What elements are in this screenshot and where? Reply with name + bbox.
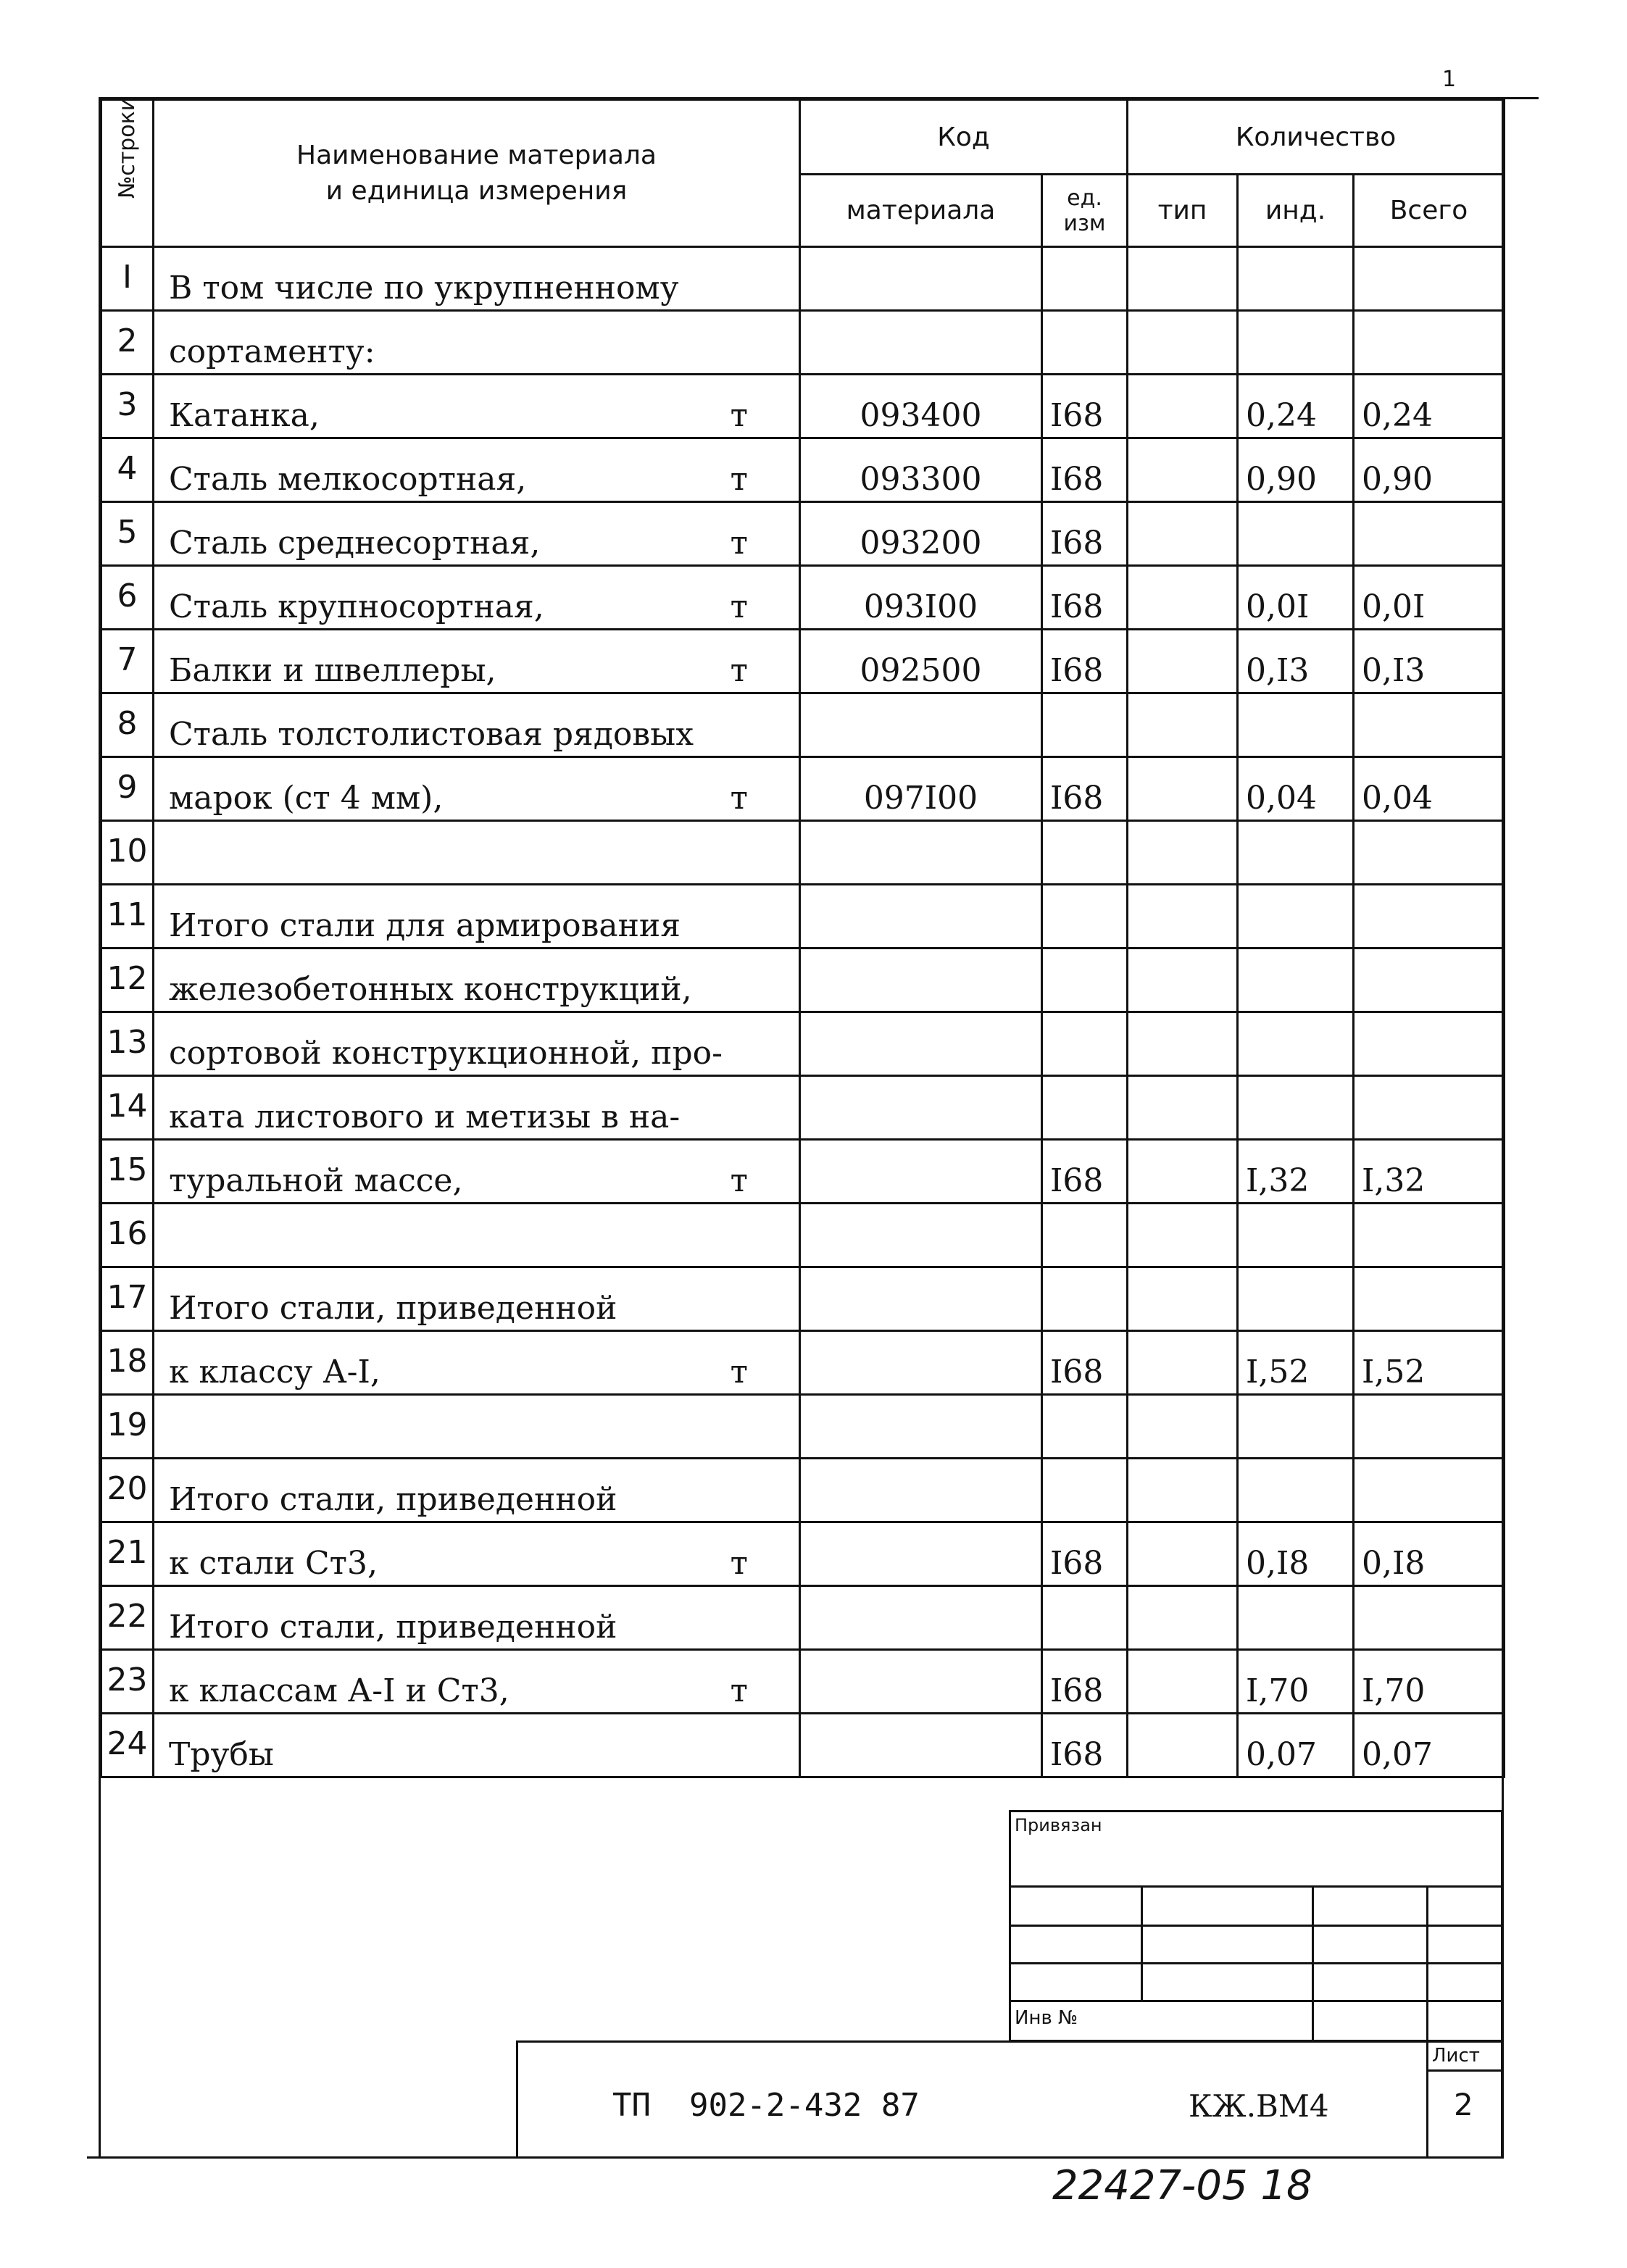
table-row [101,630,1505,693]
material-code [800,693,1042,757]
quantity-ind [1238,1459,1354,1522]
unit-code [1042,247,1128,311]
row-number: I [101,247,154,311]
row-number: 12 [101,949,154,1012]
quantity-total [1354,502,1505,566]
binding-grid-line [1426,1885,1428,2042]
material-code [800,1522,1042,1586]
quantity-typ [1128,949,1238,1012]
quantity-ind: 0,04 [1238,757,1354,821]
quantity-ind [1238,949,1354,1012]
material-name: туральной массе, т [154,1140,800,1204]
quantity-total [1354,885,1505,949]
material-name: Итого стали, приведенной [154,1267,800,1331]
quantity-total: 0,90 [1354,438,1505,502]
unit-code [1042,821,1128,885]
row-number: 21 [101,1522,154,1586]
quantity-ind [1238,502,1354,566]
row-number: 14 [101,1076,154,1140]
material-code [800,949,1042,1012]
table-row [101,1267,1505,1331]
table-row [101,1012,1505,1076]
row-number: 3 [101,375,154,438]
quantity-total [1354,1204,1505,1267]
material-code [800,1586,1042,1650]
binding-grid-line [1009,1925,1503,1927]
sheet-number: 2 [1454,2087,1473,2122]
quantity-total [1354,311,1505,375]
table-row [101,566,1505,630]
unit-code [1042,1076,1128,1140]
material-name: Катанка, т [154,375,800,438]
quantity-typ [1128,311,1238,375]
material-code: 093200 [800,502,1042,566]
quantity-ind: 0,I8 [1238,1522,1354,1586]
row-number: 17 [101,1267,154,1331]
unit-code [1042,885,1128,949]
document-code: КЖ.ВМ4 [1189,2088,1329,2124]
binding-grid-line [1009,1885,1503,1888]
unit-code: I68 [1042,438,1128,502]
material-code: 092500 [800,630,1042,693]
project-number: ТП 902-2-432 87 [612,2087,920,2124]
row-number: 16 [101,1204,154,1267]
material-name [154,821,800,885]
unit-code: I68 [1042,1331,1128,1395]
material-code [800,1012,1042,1076]
table-row [101,821,1505,885]
quantity-total: 0,24 [1354,375,1505,438]
quantity-total [1354,1012,1505,1076]
material-code [800,1204,1042,1267]
code-header: Код [800,100,1128,175]
material-name: Сталь крупносортная, т [154,566,800,630]
material-name: Итого стали, приведенной [154,1586,800,1650]
unit-code [1042,1012,1128,1076]
quantity-ind [1238,1267,1354,1331]
binding-grid-line [1009,1962,1503,1964]
quantity-total: 0,0I [1354,566,1505,630]
quantity-total [1354,1076,1505,1140]
quantity-typ [1128,438,1238,502]
unit: т [730,461,748,498]
material-name: сортовой конструкционной, про- [154,1012,800,1076]
privyazan-label: Привязан [1015,1815,1102,1835]
unit: т [730,1545,748,1582]
quantity-ind [1238,1204,1354,1267]
quantity-typ [1128,1522,1238,1586]
quantity-typ [1128,375,1238,438]
unit-code [1042,1586,1128,1650]
quantity-typ [1128,757,1238,821]
quantity-total [1354,821,1505,885]
unit-code: I68 [1042,1522,1128,1586]
material-name: Итого стали, приведенной [154,1459,800,1522]
quantity-total [1354,247,1505,311]
quantity-typ [1128,1012,1238,1076]
unit: т [730,1354,748,1391]
table-row [101,502,1505,566]
table-row [101,949,1505,1012]
material-code: 093300 [800,438,1042,502]
unit-code: I68 [1042,757,1128,821]
unit-code [1042,1395,1128,1459]
material-code [800,311,1042,375]
unit-code: I68 [1042,1140,1128,1204]
quantity-total [1354,1586,1505,1650]
material-name: к стали Ст3, т [154,1522,800,1586]
material-spec-table [100,96,1505,1778]
quantity-ind [1238,885,1354,949]
quantity-total [1354,1459,1505,1522]
row-number: 10 [101,821,154,885]
quantity-typ [1128,1586,1238,1650]
quantity-ind [1238,821,1354,885]
material-code [800,885,1042,949]
quantity-typ [1128,1331,1238,1395]
row-number: 6 [101,566,154,630]
material-name: к классам А-I и Ст3, т [154,1650,800,1714]
row-number: 23 [101,1650,154,1714]
quantity-ind: 0,07 [1238,1714,1354,1777]
quantity-ind: 0,0I [1238,566,1354,630]
unit-code [1042,1459,1128,1522]
quantity-ind: I,52 [1238,1331,1354,1395]
material-name: к классу А-I, т [154,1331,800,1395]
unit-code: I68 [1042,1650,1128,1714]
quantity-typ [1128,1267,1238,1331]
quantity-ind [1238,1395,1354,1459]
table-row [101,247,1505,311]
unit-code: I68 [1042,375,1128,438]
quantity-total [1354,1395,1505,1459]
material-name [154,1395,800,1459]
row-number: 2 [101,311,154,375]
table-row [101,1522,1505,1586]
material-code [800,247,1042,311]
material-code [800,1267,1042,1331]
material-name: железобетонных конструкций, [154,949,800,1012]
quantity-typ [1128,1140,1238,1204]
unit: т [730,588,748,625]
material-name: ката листового и метизы в на- [154,1076,800,1140]
quantity-typ [1128,1459,1238,1522]
row-number: 5 [101,502,154,566]
quantity-typ [1128,566,1238,630]
quantity-total: 0,04 [1354,757,1505,821]
quantity-ind: 0,90 [1238,438,1354,502]
quantity-typ [1128,821,1238,885]
quantity-ind [1238,1586,1354,1650]
table-row [101,1204,1505,1267]
row-number: 4 [101,438,154,502]
unit-code: I68 [1042,630,1128,693]
quantity-typ-header: тип [1128,175,1238,247]
row-number-header: №строки [101,100,154,247]
quantity-typ [1128,502,1238,566]
row-number: 22 [101,1586,154,1650]
table-row [101,311,1505,375]
material-name: марок (ст 4 мм), т [154,757,800,821]
table-row [101,1459,1505,1522]
quantity-typ [1128,247,1238,311]
quantity-total-header: Всего [1354,175,1505,247]
table-row [101,1714,1505,1777]
quantity-typ [1128,630,1238,693]
quantity-ind [1238,1076,1354,1140]
table-row [101,885,1505,949]
sheet-cell-divider [1426,2069,1503,2072]
table-row [101,1650,1505,1714]
material-name: Сталь мелкосортная, т [154,438,800,502]
unit-code [1042,311,1128,375]
table-row [101,693,1505,757]
unit: т [730,397,748,434]
binding-grid-line [1312,1885,1314,2042]
quantity-typ [1128,1076,1238,1140]
unit: т [730,652,748,689]
row-number: 18 [101,1331,154,1395]
quantity-ind [1238,247,1354,311]
row-number: 24 [101,1714,154,1777]
unit-code [1042,1267,1128,1331]
row-number: 9 [101,757,154,821]
quantity-ind: I,70 [1238,1650,1354,1714]
material-code: 093I00 [800,566,1042,630]
material-name: сортаменту: [154,311,800,375]
quantity-ind-header: инд. [1238,175,1354,247]
material-name: Сталь толстолистовая рядовых [154,693,800,757]
unit-code: I68 [1042,502,1128,566]
material-name [154,1204,800,1267]
material-code [800,1331,1042,1395]
page-mark: 1 [1442,67,1457,92]
row-number: 20 [101,1459,154,1522]
material-code [800,1714,1042,1777]
material-code [800,821,1042,885]
row-number: 13 [101,1012,154,1076]
material-name-header: Наименование материала и единица измерения [154,100,800,247]
quantity-typ [1128,1395,1238,1459]
code-material-header: материала [800,175,1042,247]
unit: т [730,1162,748,1199]
material-name: Балки и швеллеры, т [154,630,800,693]
material-code [800,1650,1042,1714]
row-number: 7 [101,630,154,693]
quantity-total: I,52 [1354,1331,1505,1395]
quantity-typ [1128,1204,1238,1267]
material-code: 093400 [800,375,1042,438]
quantity-header: Количество [1128,100,1505,175]
table-row [101,375,1505,438]
quantity-ind: I,32 [1238,1140,1354,1204]
quantity-typ [1128,693,1238,757]
quantity-ind [1238,693,1354,757]
quantity-typ [1128,1714,1238,1777]
table-row [101,1076,1505,1140]
row-number: 15 [101,1140,154,1204]
quantity-typ [1128,885,1238,949]
row-number: 19 [101,1395,154,1459]
material-code [800,1459,1042,1522]
table-row [101,438,1505,502]
table-row [101,1586,1505,1650]
material-code [800,1140,1042,1204]
material-name: Итого стали для армирования [154,885,800,949]
quantity-ind: 0,24 [1238,375,1354,438]
quantity-total [1354,693,1505,757]
material-name: Трубы [154,1714,800,1777]
unit-code [1042,693,1128,757]
material-code: 097I00 [800,757,1042,821]
quantity-total: 0,I8 [1354,1522,1505,1586]
code-unit-header: ед. изм [1042,175,1128,247]
inv-no-label: Инв № [1015,2007,1078,2029]
material-name: В том числе по укрупненному [154,247,800,311]
quantity-ind [1238,311,1354,375]
binding-grid-line [1009,2000,1503,2002]
material-name: Сталь среднесортная, т [154,502,800,566]
quantity-total [1354,949,1505,1012]
unit: т [730,525,748,562]
binding-grid-line [1141,1885,1143,2001]
quantity-total: I,32 [1354,1140,1505,1204]
table-row [101,1140,1505,1204]
quantity-total: I,70 [1354,1650,1505,1714]
unit: т [730,780,748,817]
quantity-total: 0,07 [1354,1714,1505,1777]
quantity-typ [1128,1650,1238,1714]
unit: т [730,1672,748,1709]
sheet-cell-divider [1426,2040,1428,2159]
unit-code [1042,1204,1128,1267]
quantity-ind [1238,1012,1354,1076]
unit-code: I68 [1042,1714,1128,1777]
row-number: 11 [101,885,154,949]
archive-number: 22427-05 18 [1052,2162,1312,2209]
sheet-label: Лист [1432,2045,1480,2067]
quantity-ind: 0,I3 [1238,630,1354,693]
material-code [800,1076,1042,1140]
table-row [101,757,1505,821]
quantity-total [1354,1267,1505,1331]
quantity-total: 0,I3 [1354,630,1505,693]
row-number: 8 [101,693,154,757]
table-row [101,1395,1505,1459]
material-code [800,1395,1042,1459]
table-row [101,1331,1505,1395]
unit-code [1042,949,1128,1012]
unit-code: I68 [1042,566,1128,630]
